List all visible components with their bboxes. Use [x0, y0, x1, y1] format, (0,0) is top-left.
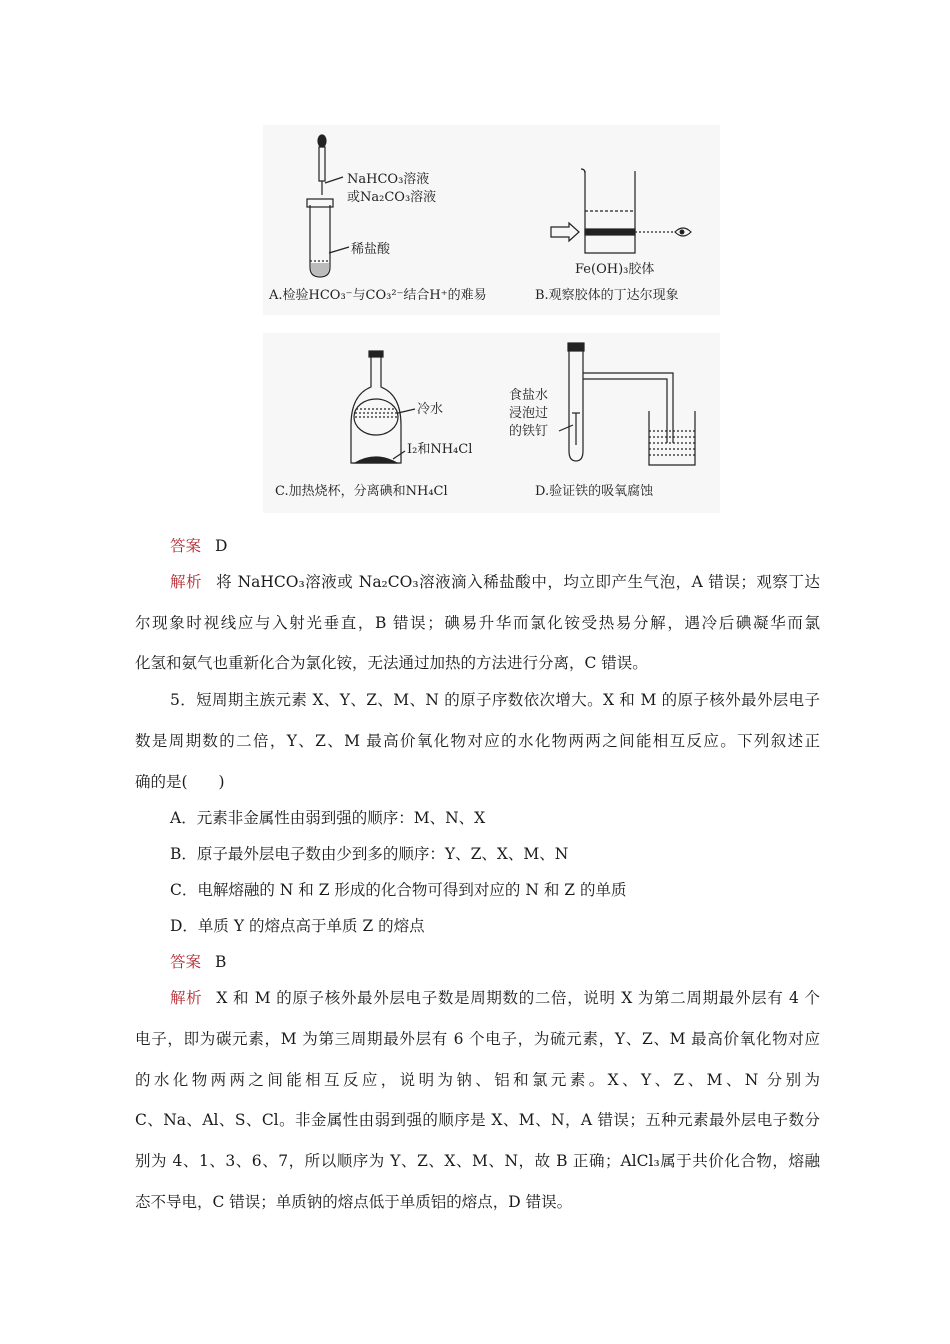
- q5-answer: [170, 952, 820, 972]
- label-acid: 稀盐酸: [351, 242, 391, 257]
- figure-panel-ab: [263, 125, 720, 315]
- q5-analysis-tag: 解析: [170, 989, 203, 1007]
- figure-panel-cd: [263, 333, 720, 513]
- beaker-colloid-apparatus: [551, 169, 673, 253]
- q5-answer-tag: 答案: [170, 953, 202, 971]
- caption-b: B.观察胶体的丁达尔现象: [535, 288, 679, 303]
- q4-analysis-line-2: 尔现象时视线应与入射光垂直，B 错误；碘易升华而氯化铵受热易分解，遇冷后碘凝华而氯: [135, 614, 820, 632]
- label-nail-3: 的铁钉: [509, 424, 549, 439]
- q5-stem-line-3: 确的是( ): [135, 773, 225, 791]
- q5-option-d: D．单质 Y 的熔点高于单质 Z 的熔点: [170, 917, 425, 935]
- q5-analysis-line-6: 态不导电，C 错误；单质钠的熔点低于单质铝的熔点，D 错误。: [135, 1193, 573, 1211]
- figure-cd-svg: [263, 333, 720, 513]
- label-nail-2: 浸泡过: [509, 406, 549, 421]
- q4-answer: [170, 536, 820, 556]
- iron-nail-apparatus: [559, 343, 695, 465]
- dropper-apparatus: [307, 135, 349, 277]
- caption-c: C.加热烧杯，分离碘和NH₄Cl: [275, 484, 448, 499]
- q5-analysis-line-2: 电子，即为碳元素，M 为第三周期最外层有 6 个电子，为硫元素，Y、Z、M 最高价氧化物对应: [135, 1030, 820, 1048]
- caption-d: D.验证铁的吸氧腐蚀: [535, 484, 654, 499]
- q5-stem-line-1: 5．短周期主族元素 X、Y、Z、M、N 的原子序数依次增大。X 和 M 的原子核外最外层电子: [170, 691, 820, 709]
- q5-option-a: A．元素非金属性由弱到强的顺序：M、N、X: [170, 809, 486, 827]
- caption-a: A.检验HCO₃⁻与CO₃²⁻结合H⁺的难易: [269, 288, 487, 303]
- q5-stem-line-2: 数是周期数的二倍，Y、Z、M 最高价氧化物对应的水化物两两之间能相互反应。下列叙述正: [135, 732, 820, 750]
- q4-analysis-line-3: 化氢和氨气也重新化合为氯化铵，无法通过加热的方法进行分离，C 错误。: [135, 654, 648, 672]
- q5-option-c: C．电解熔融的 N 和 Z 形成的化合物可得到对应的 N 和 Z 的单质: [170, 881, 627, 899]
- q4-answer-value: D: [215, 537, 228, 555]
- label-cold-water: 冷水: [417, 402, 444, 417]
- q5-answer-value: B: [215, 953, 227, 971]
- q4-answer-tag: 答案: [170, 537, 202, 555]
- q4-analysis-line-1: 解析 将 NaHCO₃溶液或 Na₂CO₃溶液滴入稀盐酸中，均立即产生气泡，A 错误；观察丁达: [170, 573, 820, 591]
- q5-analysis-line-5: 别为 4、1、3、6、7，所以顺序为 Y、Z、X、M、N，故 B 正确；AlCl₃属于共价化合物，熔融: [135, 1152, 820, 1170]
- q5-analysis-line-1: 解析 X 和 M 的原子核外最外层电子数是周期数的二倍，说明 X 为第二周期最外层有 4 个: [170, 989, 820, 1007]
- label-mixture: I₂和NH₄Cl: [407, 442, 473, 457]
- q5-option-b: B．原子最外层电子数由少到多的顺序：Y、Z、X、M、N: [170, 845, 569, 863]
- label-reagent-1: NaHCO₃溶液: [347, 172, 430, 187]
- figure-ab-svg: [263, 125, 720, 315]
- q4-analysis-tag: 解析: [170, 573, 203, 591]
- q5-analysis-line-4: C、Na、Al、S、Cl。非金属性由弱到强的顺序是 X、M、N，A 错误；五种元素最外层电子数分: [135, 1111, 820, 1129]
- label-colloid: Fe(OH)₃胶体: [575, 262, 655, 277]
- label-reagent-2: 或Na₂CO₃溶液: [347, 190, 437, 205]
- eye-icon: [675, 228, 691, 236]
- flask-apparatus: [351, 351, 415, 463]
- q5-analysis-line-3: 的水化物两两之间能相互反应，说明为钠、铝和氯元素。X、Y、Z、M、N 分别为: [135, 1071, 820, 1089]
- label-nail-1: 食盐水: [509, 388, 549, 403]
